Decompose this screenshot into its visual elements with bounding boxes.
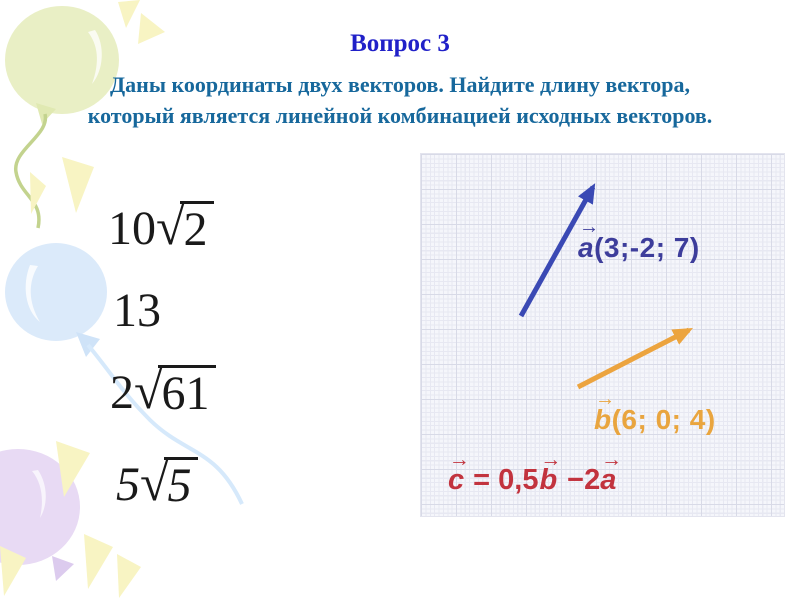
sqrt-sign: √ — [134, 363, 163, 420]
vector-arrow-icon: → — [540, 448, 561, 471]
answer-option-3[interactable] — [110, 363, 216, 420]
option-coefficient: 10 — [108, 202, 156, 255]
option-radicand: 61 — [158, 365, 216, 418]
answer-option-1[interactable] — [108, 199, 214, 256]
vector-b-coords: (6; 0; 4) — [611, 404, 716, 435]
sqrt-sign: √ — [156, 199, 185, 256]
vector-a-coords: (3;-2; 7) — [594, 232, 700, 263]
vector-arrow-icon: → — [449, 448, 469, 471]
question-text — [0, 69, 800, 131]
vector-a-label — [578, 216, 700, 264]
option-value: 13 — [113, 284, 161, 337]
answer-option-2[interactable] — [113, 284, 161, 337]
vector-c-formula — [448, 448, 622, 497]
vector-b-arrow — [578, 330, 689, 387]
vector-arrow-icon: → — [579, 216, 599, 238]
formula-b-letter: b — [539, 464, 558, 496]
vector-arrow-icon: → — [595, 388, 615, 410]
formula-minus-part: −2 — [567, 464, 601, 496]
formula-equals-part: = 0,5 — [473, 464, 539, 496]
sqrt-sign: √ — [140, 455, 169, 512]
slide-title: Вопрос 3 — [350, 30, 450, 57]
formula-c-letter: c — [448, 464, 465, 496]
question-line-1: Даны координаты двух векторов. Найдите длину вектора, — [110, 72, 690, 97]
formula-a-letter: a — [600, 464, 617, 496]
answer-option-4[interactable] — [116, 455, 198, 512]
vector-a-letter: a — [578, 232, 595, 263]
question-line-2: который является линейной комбинацией исходных векторов. — [87, 103, 713, 128]
option-coefficient: 2 — [110, 366, 134, 419]
vector-b-label — [594, 388, 716, 436]
vector-arrow-icon: → — [601, 448, 622, 471]
option-coefficient: 5 — [116, 458, 140, 511]
option-radicand: 5 — [164, 457, 198, 510]
figure-panel — [420, 153, 785, 517]
vector-b-letter: b — [594, 404, 612, 435]
option-radicand: 2 — [180, 201, 214, 254]
